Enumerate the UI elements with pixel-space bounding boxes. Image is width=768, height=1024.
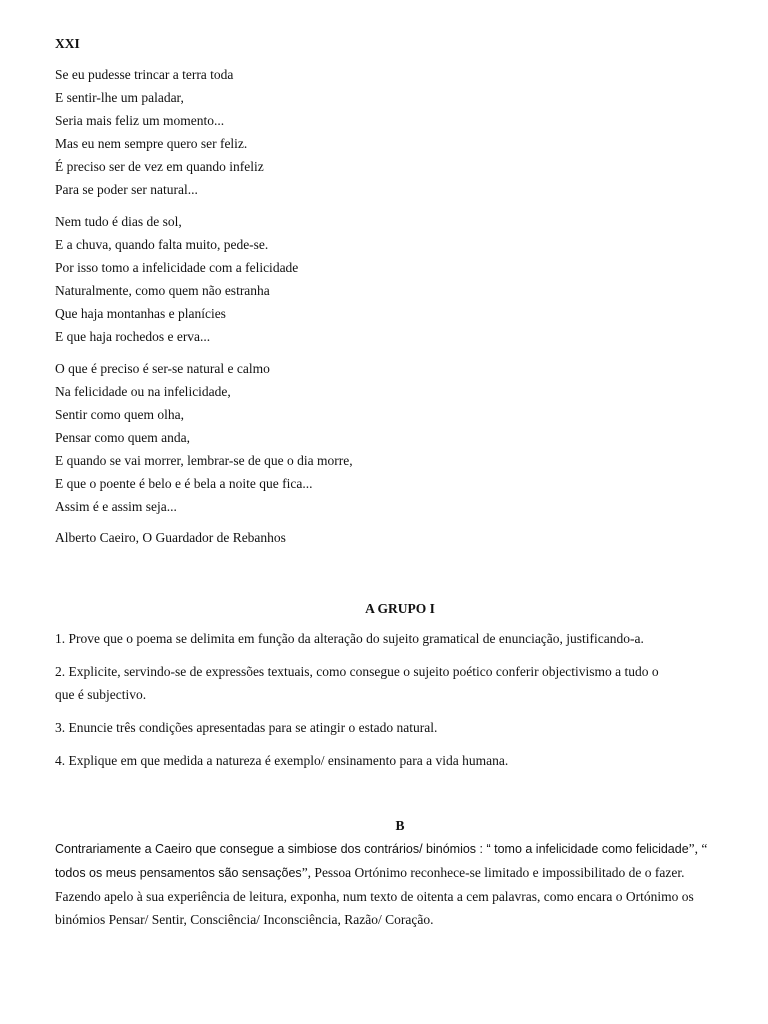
poem-line: E quando se vai morrer, lembrar-se de que o dia morre, [55, 453, 353, 468]
question-2-line-1: 2. Explicite, servindo-se de expressões textuais, como consegue o sujeito poético conferir objectivismo a tudo o [55, 664, 659, 679]
poem-line: Naturalmente, como quem não estranha [55, 283, 270, 298]
poem-line: Se eu pudesse trincar a terra toda [55, 67, 234, 82]
quote-text: todos os meus pensamentos são sensações [55, 866, 302, 880]
poem-line: É preciso ser de vez em quando infeliz [55, 159, 264, 174]
paragraph-line [55, 861, 745, 885]
poem-line: E a chuva, quando falta muito, pede-se. [55, 237, 269, 252]
group-b-heading: B [395, 818, 405, 833]
poem-line: Assim é e assim seja... [55, 499, 177, 514]
quote-text: Contrariamente a Caeiro que consegue a simbiose dos contrários/ binómios : “ tomo a infelicidade como felicidade [55, 842, 689, 856]
poem-line: Na felicidade ou na infelicidade, [55, 384, 231, 399]
poem-line: Por isso tomo a infelicidade com a felicidade [55, 260, 299, 275]
paragraph-line: Fazendo apelo à sua experiência de leitura, exponha, num texto de oitenta a cem palavras, como encara o Ortónimo os [55, 889, 694, 904]
poem-line: E que o poente é belo e é bela a noite que fica... [55, 476, 313, 491]
poem-line: O que é preciso é ser-se natural e calmo [55, 361, 270, 376]
poem-title: XXI [55, 36, 80, 51]
paragraph-text: ”, Pessoa Ortónimo reconhece-se limitado e impossibilitado de o fazer. [301, 865, 685, 880]
stanza-1 [55, 63, 745, 201]
question-4: 4. Explique em que medida a natureza é exemplo/ ensinamento para a vida humana. [55, 753, 509, 768]
stanza-2 [55, 210, 745, 348]
poem-line: Sentir como quem olha, [55, 407, 184, 422]
question-2 [55, 660, 745, 706]
question-2-line-2: que é subjectivo. [55, 687, 147, 702]
poem-line: Que haja montanhas e planícies [55, 306, 226, 321]
question-3: 3. Enuncie três condições apresentadas para se atingir o estado natural. [55, 720, 438, 735]
poem-line: Para se poder ser natural... [55, 182, 198, 197]
group-a-heading: A GRUPO I [365, 601, 435, 616]
poem-line: Mas eu nem sempre quero ser feliz. [55, 136, 248, 151]
poem-line: Nem tudo é dias de sol, [55, 214, 182, 229]
poem-line: E sentir-lhe um paladar, [55, 90, 184, 105]
poem-attribution: Alberto Caeiro, O Guardador de Rebanhos [55, 530, 286, 545]
poem-line: Seria mais feliz um momento... [55, 113, 225, 128]
group-b-paragraph [55, 837, 745, 931]
document-page [55, 34, 745, 931]
poem-line: E que haja rochedos e erva... [55, 329, 211, 344]
paragraph-line: binómios Pensar/ Sentir, Consciência/ Inconsciência, Razão/ Coração. [55, 912, 434, 927]
paragraph-line [55, 837, 745, 861]
question-1: 1. Prove que o poema se delimita em função da alteração do sujeito gramatical de enunciação, justificando-a. [55, 631, 644, 646]
poem-line: Pensar como quem anda, [55, 430, 190, 445]
stanza-3 [55, 357, 745, 518]
quote-close: ”, “ [688, 841, 708, 856]
